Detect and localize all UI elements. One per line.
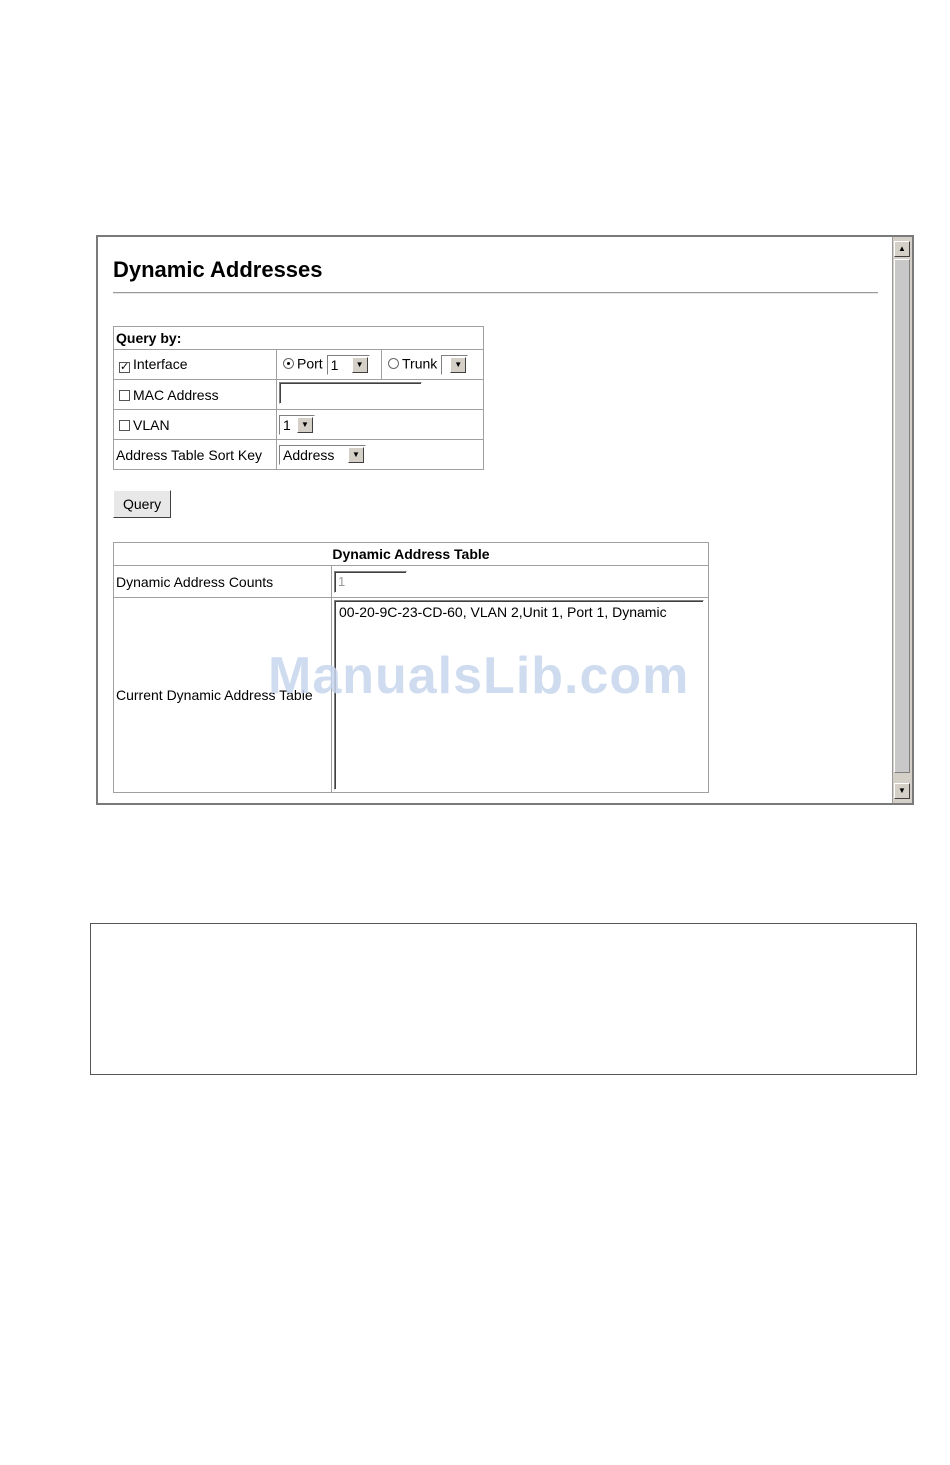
port-cell [277, 350, 382, 380]
sort-key-value: Address [283, 446, 335, 463]
scroll-down-button[interactable] [894, 783, 910, 799]
mac-address-label: MAC Address [133, 386, 219, 403]
vlan-select[interactable] [279, 415, 315, 435]
mac-address-checkbox[interactable] [119, 390, 130, 401]
scrollbar-thumb[interactable] [894, 259, 910, 773]
vlan-cell [114, 410, 277, 440]
chevron-down-icon: ▼ [352, 357, 368, 373]
mac-address-cell [114, 380, 277, 410]
note-box [90, 923, 917, 1075]
list-item[interactable]: 00-20-9C-23-CD-60, VLAN 2,Unit 1, Port 1, Dynamic [339, 604, 667, 620]
scroll-up-button[interactable] [894, 241, 910, 257]
dynamic-address-table [113, 542, 709, 793]
sort-key-label: Address Table Sort Key [114, 440, 277, 470]
chevron-down-icon: ▼ [297, 417, 313, 433]
current-address-listbox[interactable] [334, 600, 704, 790]
port-select[interactable] [327, 355, 370, 375]
query-form [113, 326, 484, 470]
watermark: ManualsLib.com [268, 647, 690, 705]
vlan-checkbox[interactable] [119, 420, 130, 431]
counts-cell [332, 566, 709, 598]
mac-address-input-cell [277, 380, 484, 410]
dynamic-address-table-header: Dynamic Address Table [114, 543, 709, 566]
page-title: Dynamic Addresses [113, 257, 323, 282]
title-divider [113, 292, 878, 294]
current-table-label: Current Dynamic Address Table [114, 598, 332, 793]
check-icon: ✓ [120, 361, 130, 373]
vlan-select-cell [277, 410, 484, 440]
port-label: Port [297, 355, 323, 372]
trunk-radio[interactable] [388, 358, 399, 369]
interface-checkbox[interactable] [119, 362, 130, 373]
port-select-value: 1 [330, 356, 339, 373]
sort-key-cell [277, 440, 484, 470]
dynamic-addresses-window [96, 235, 914, 805]
port-radio[interactable] [283, 358, 294, 369]
query-by-header: Query by: [114, 327, 484, 350]
vlan-select-value: 1 [283, 416, 291, 433]
mac-address-input[interactable] [279, 382, 422, 404]
interface-label: Interface [133, 356, 188, 372]
vertical-scrollbar[interactable] [892, 237, 912, 803]
chevron-down-icon: ▼ [348, 447, 364, 463]
chevron-down-icon: ▼ [450, 357, 466, 373]
vlan-label: VLAN [133, 416, 170, 433]
trunk-select[interactable] [441, 355, 468, 375]
arrow-up-icon: ▲ [898, 244, 906, 253]
counts-label: Dynamic Address Counts [114, 566, 332, 598]
interface-cell [114, 350, 277, 380]
counts-field: 1 [334, 571, 407, 593]
query-button[interactable]: Query [113, 490, 171, 518]
arrow-down-icon: ▼ [898, 786, 906, 795]
trunk-cell [382, 350, 484, 380]
trunk-label: Trunk [402, 355, 438, 372]
sort-key-select[interactable] [279, 445, 366, 465]
current-table-cell [332, 598, 709, 793]
